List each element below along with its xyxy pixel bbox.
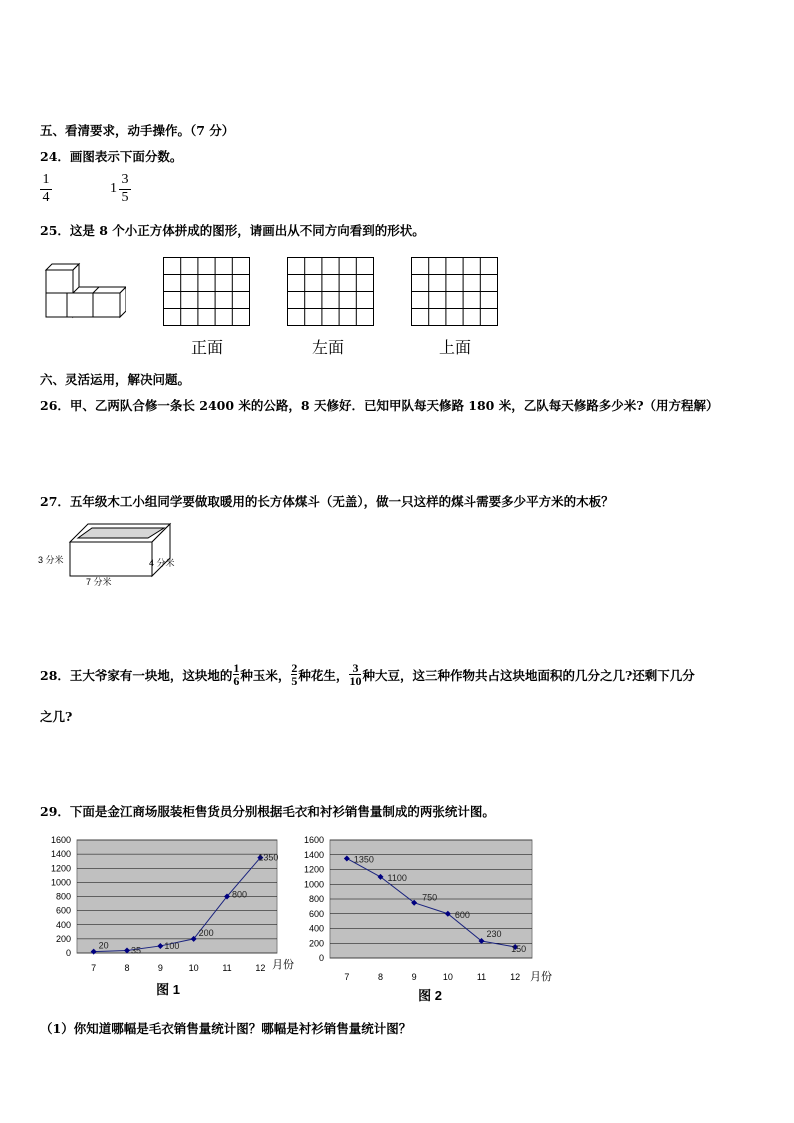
y-tick-label: 0 <box>318 953 324 963</box>
q29-text: 29．下面是金江商场服装柜售货员分别根据毛衣和衬衫销售量制成的两张统计图。 <box>40 804 495 819</box>
label-left: 左面 <box>312 340 345 357</box>
q28-line1 <box>40 662 695 687</box>
mixed-whole: 1 <box>110 181 117 196</box>
y-tick-label: 0 <box>65 948 71 958</box>
q28-fraction-1 <box>233 662 239 687</box>
cube-top-face <box>73 287 126 293</box>
grid-top-view <box>411 257 499 327</box>
y-tick-label: 1200 <box>50 863 71 874</box>
x-tick-label: 9 <box>157 963 163 973</box>
cube-front-face <box>93 293 120 317</box>
data-label: 750 <box>422 892 438 903</box>
data-label: 20 <box>98 940 109 951</box>
q28-line2: 之几? <box>40 709 73 724</box>
q28-part2: 种玉米， <box>240 667 291 683</box>
grid-front-view <box>163 257 251 327</box>
y-tick-label: 1200 <box>303 864 324 875</box>
section5-title: 五、看清要求，动手操作。（7 分） <box>40 123 235 138</box>
x-tick-label: 7 <box>91 963 97 973</box>
fraction-numerator: 2 <box>291 661 298 675</box>
fraction-numerator: 1 <box>42 172 50 187</box>
fraction-denominator: 5 <box>291 674 298 688</box>
x-tick-label: 9 <box>411 972 417 982</box>
fraction-denominator: 10 <box>349 674 362 688</box>
x-tick-label: 11 <box>476 972 487 982</box>
q24-fraction-1 <box>40 172 52 207</box>
chart-title: 图 2 <box>418 988 442 1003</box>
data-label: 150 <box>511 943 527 954</box>
x-tick-label: 8 <box>377 972 384 982</box>
y-tick-label: 600 <box>55 905 71 916</box>
x-tick-label: 7 <box>344 972 350 982</box>
x-tick-label: 12 <box>510 972 521 982</box>
y-tick-label: 1000 <box>303 879 324 890</box>
box-front-face <box>70 542 152 576</box>
q24-text: 24．画图表示下面分数。 <box>40 149 183 164</box>
x-tick-label: 10 <box>442 972 453 982</box>
fraction-denominator: 4 <box>40 189 52 206</box>
q28-part1: 28．王大爷家有一块地，这块地的 <box>40 667 233 683</box>
q28-fraction-3 <box>349 662 361 687</box>
y-tick-label: 200 <box>55 933 71 944</box>
cube-front-face <box>46 270 73 293</box>
data-label: 230 <box>486 929 502 940</box>
q27-text: 27．五年级木工小组同学要做取暖用的长方体煤斗（无盖），做一只这样的煤斗需要多少平方米的木板？ <box>40 494 614 509</box>
data-label: 100 <box>164 940 180 951</box>
chart-title: 图 1 <box>156 982 180 997</box>
y-tick-label: 1600 <box>50 835 71 845</box>
fraction-denominator: 6 <box>233 674 240 688</box>
y-tick-label: 1400 <box>50 849 71 860</box>
dim-width: 4 分米 <box>149 558 175 568</box>
y-tick-label: 200 <box>308 938 324 949</box>
data-label: 35 <box>131 945 142 956</box>
x-axis-unit: 月份 <box>272 959 294 971</box>
data-label: 200 <box>198 927 214 938</box>
data-label: 1350 <box>353 854 374 865</box>
data-label: 800 <box>232 889 248 900</box>
y-tick-label: 400 <box>55 919 71 930</box>
fraction-numerator: 3 <box>121 172 129 187</box>
y-tick-label: 800 <box>308 894 324 904</box>
data-label: 1100 <box>387 872 407 883</box>
fraction-numerator: 3 <box>352 661 359 675</box>
section6-title: 六、灵活运用，解决问题。 <box>40 372 191 387</box>
q29-sub1: （1）你知道哪幅是毛衣销售量统计图？哪幅是衬衫销售量统计图？ <box>40 1021 412 1036</box>
y-tick-label: 600 <box>308 908 324 919</box>
q28-part3: 种花生， <box>298 667 349 683</box>
x-tick-label: 8 <box>124 963 130 973</box>
cube-front-face <box>67 293 93 317</box>
x-tick-label: 11 <box>222 963 232 973</box>
fraction-denominator: 5 <box>119 189 131 206</box>
coal-box-figure <box>36 520 186 592</box>
grid-left-view <box>287 257 375 327</box>
fraction-numerator: 1 <box>233 661 240 675</box>
y-tick-label: 1600 <box>303 835 324 845</box>
dim-height: 3 分米 <box>38 555 64 565</box>
y-tick-label: 1000 <box>50 877 71 888</box>
label-top: 上面 <box>439 340 472 357</box>
cube-figure <box>40 258 126 322</box>
q28-part4: 种大豆，这三种作物共占这块地面积的几分之几?还剩下几分 <box>362 667 695 683</box>
y-tick-label: 1400 <box>303 849 324 860</box>
x-tick-label: 12 <box>255 963 266 973</box>
x-axis-unit: 月份 <box>530 971 552 983</box>
data-label: 1350 <box>258 852 279 863</box>
y-tick-label: 800 <box>55 891 71 902</box>
dim-length: 7 分米 <box>86 577 112 587</box>
box-inner-opening <box>78 528 164 538</box>
q26-text: 26．甲、乙两队合修一条长 2400 米的公路，8 天修好．已知甲队每天修路 180 米，乙队每天修路多少米?（用方程解） <box>40 398 719 413</box>
label-front: 正面 <box>191 340 224 357</box>
y-tick-label: 400 <box>308 923 324 934</box>
chart-figure-2 <box>294 830 558 1006</box>
chart-figure-1 <box>40 830 302 1000</box>
data-label: 600 <box>454 909 470 920</box>
q28-fraction-2 <box>291 662 297 687</box>
cube-side-face <box>120 287 126 317</box>
q25-text: 25．这是 8 个小正方体拼成的图形，请画出从不同方向看到的形状。 <box>40 223 425 238</box>
x-tick-label: 10 <box>188 963 199 973</box>
